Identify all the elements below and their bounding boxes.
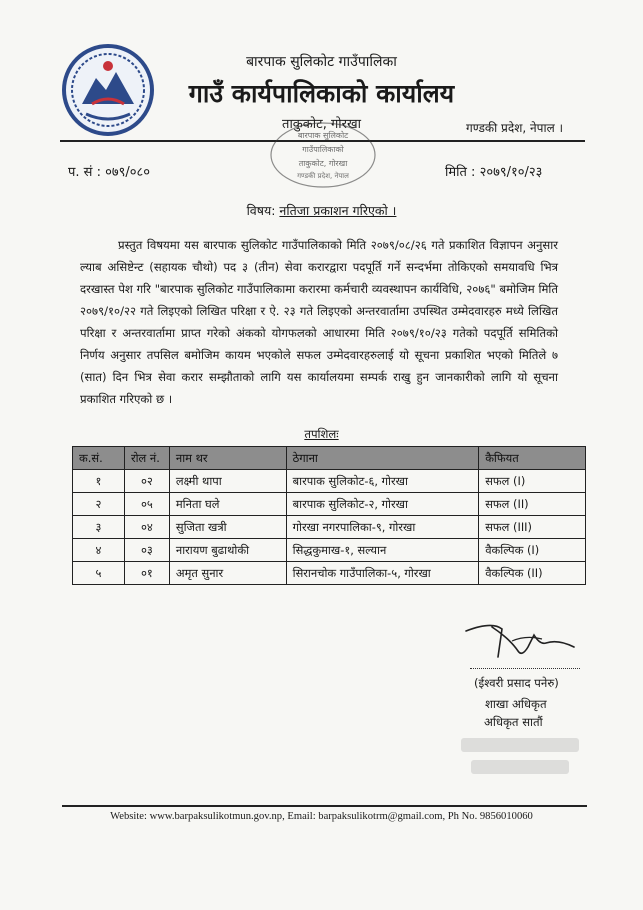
subject-prefix: विषय: [246,203,276,218]
signature-line [470,668,580,669]
col-header-remarks: कैफियत [479,447,586,470]
handwritten-signature [462,617,582,667]
cell-name: मनिता घले [169,493,286,516]
cell-remarks: सफल (III) [479,516,586,539]
footer-contact: Website: www.barpaksulikotmun.gov.np, Email: barpaksulikotrm@gmail.com, Ph No. 9856010060 [110,811,533,822]
subject-text: नतिजा प्रकाशन गरिएको । [279,203,397,218]
table-row [73,516,586,539]
office-stamp [268,120,378,190]
document-date: मिति : २०७९/१०/२३ [445,165,543,180]
cell-address: गोरखा नगरपालिका-९, गोरखा [286,516,479,539]
table-header-row [73,447,586,470]
cell-remarks: सफल (I) [479,470,586,493]
table-title: तपशिलः [304,427,339,441]
cell-roll: ०२ [124,470,169,493]
subject-line [0,202,643,219]
cell-address: बारपाक सुलिकोट-२, गोरखा [286,493,479,516]
office-title: गाउँ कार्यपालिकाको कार्यालय [188,79,455,108]
cell-roll: ०४ [124,516,169,539]
cell-roll: ०१ [124,562,169,585]
cell-address: बारपाक सुलिकोट-६, गोरखा [286,470,479,493]
cell-sn: १ [73,470,125,493]
province-label: गण्डकी प्रदेश, नेपाल । [466,121,564,135]
stamp-line-3: ताकुकोट, गोरखा [298,159,348,168]
cell-remarks: वैकल्पिक (I) [479,539,586,562]
footer-divider [62,805,587,807]
cell-address: सिद्धकुमाख-१, सल्यान [286,539,479,562]
municipality-name: बारपाक सुलिकोट गाउँपालिका [246,54,397,70]
cell-remarks: सफल (II) [479,493,586,516]
stamp-line-2: गाउँपालिकाको [302,145,344,154]
col-header-name: नाम थर [169,447,286,470]
cell-sn: ४ [73,539,125,562]
table-row [73,562,586,585]
cell-name: नारायण बुढाथोकी [169,539,286,562]
cell-sn: ५ [73,562,125,585]
col-header-sn: क.सं. [73,447,125,470]
stamp-line-1: बारपाक सुलिकोट [297,131,349,140]
signatory-title: शाखा अधिकृत [485,697,547,711]
col-header-roll: रोल नं. [124,447,169,470]
cell-remarks: वैकल्पिक (II) [479,562,586,585]
signatory-rank: अधिकृत सातौं [484,715,543,729]
office-location: ताकुकोट, गोरखा [282,117,361,132]
name-stamp-faded [455,732,585,780]
cell-sn: २ [73,493,125,516]
cell-sn: ३ [73,516,125,539]
table-row [73,470,586,493]
results-table [72,446,586,585]
table-row [73,493,586,516]
cell-address: सिरानचोक गाउँपालिका-५, गोरखा [286,562,479,585]
cell-name: सुजिता खत्री [169,516,286,539]
notice-body: प्रस्तुत विषयमा यस बारपाक सुलिकोट गाउँपालिकाको मिति २०७९/०८/२६ गते प्रकाशित विज्ञापन अनुसार ल्याब असिष्टेन्ट (सहायक चौथो) पद ३ (तीन) सेवा करारद्वारा पदपूर्ति गर्ने सन्दर्भमा तोकिएको समयावधि भित्र दरखास्त पेश गरि "बारपाक सुलिकोट गाउँपालिकामा करारमा कर्मचारी व्यवस्थापन कार्यविधि, २०७६" बमोजिम मिति २०७९/१०/२२ गते लिइएको लिखित परिक्षा र ऐ. २३ गते लिइएको अन्तरवार्तामा उपस्थित उम्मेदवारहरु मध्ये लिखित परिक्षा र अन्तरवार्तामा प्राप्त गरेको अंकको योगफलको आधारमा मिति २०७९/१०/२३ गतेको पदपूर्ति समितिको निर्णय अनुसार तपसिल बमोजिम कायम भएकोले सफल उम्मेदवारहरुलाई यो सूचना प्रकाशित भएको मितिले ७ (सात) दिन भित्र सेवा करार सम्झौताको लागि यस कार्यालयमा सम्पर्क राखु हुन जानकारीको लागि यो सूचना प्रकाशित गरिएको छ । [80,238,558,406]
cell-name: लक्ष्मी थापा [169,470,286,493]
reference-number: प. सं : ०७९/०८० [68,165,151,180]
signatory-name: (ईश्वरी प्रसाद पनेरु) [474,676,559,690]
stamp-line-4: गण्डकी प्रदेश, नेपाल [297,172,349,180]
cell-roll: ०३ [124,539,169,562]
cell-name: अमृत सुनार [169,562,286,585]
col-header-address: ठेगाना [286,447,479,470]
cell-roll: ०५ [124,493,169,516]
table-row [73,539,586,562]
